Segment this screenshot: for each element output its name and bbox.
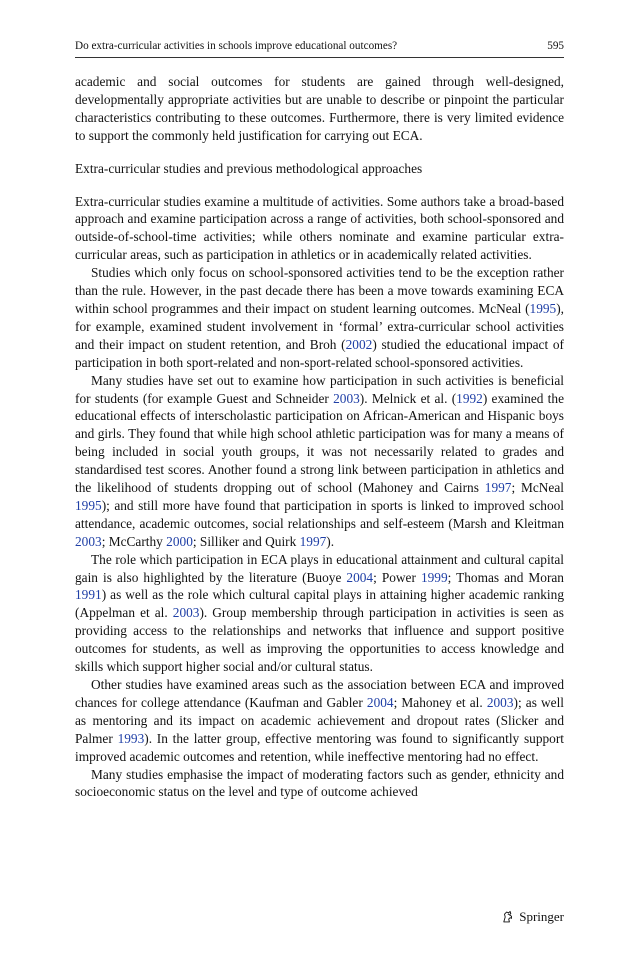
text-run: ; Mahoney et al. (393, 694, 487, 710)
citation-link[interactable]: 2003 (486, 694, 514, 710)
publisher-logo (501, 909, 564, 925)
header-rule (75, 57, 564, 58)
text-run: ). (326, 533, 335, 549)
paragraph-5 (75, 676, 564, 766)
citation-link[interactable]: 1991 (75, 587, 102, 603)
text-run: Many studies have set out to examine how participation in such activities is beneficial for students (for example Guest and Schneider (75, 372, 564, 406)
paragraph-4 (75, 551, 564, 676)
text-run: ; Silliker and Quirk (192, 533, 300, 549)
text-run: ). Group membership through participation in activities is seen as providing access to the relationships and networks that influence and support positive outcomes for students, as well as improving the opportunities to access knowledge and skills which support higher social and/or cultural status. (75, 605, 564, 675)
text-run: ) examined the educational effects of interscholastic participation on African-American and Hispanic boys and girls. They found that while high school athletic participation was for many a means of being included in social youth groups, it was not necessarily related to grades and standardised test scores. Another found a strong link between participation in athletics and the likelihood of students dropping out of school (Mahoney and Cairns (75, 390, 564, 496)
page-number: 595 (547, 40, 564, 52)
citation-link[interactable]: 2003 (172, 605, 200, 621)
paragraph-2 (75, 264, 564, 371)
page (75, 0, 564, 968)
text-run: The role which participation in ECA plays in educational attainment and cultural capital gain is also highlighted by the literature (Buoye (75, 551, 564, 585)
text-run: ) as well as the role which cultural capital plays in attaining higher academic ranking (Appelman et al. (75, 587, 564, 621)
text-run: ) studied the educational impact of participation in both sport-related and non-sport-related school-sponsored activities. (75, 336, 564, 370)
citation-link[interactable]: 2003 (333, 390, 360, 406)
citation-link[interactable]: 2004 (366, 694, 394, 710)
text-run: ). Melnick et al. ( (359, 390, 457, 406)
section-heading: Extra-curricular studies and previous methodological approaches (75, 160, 423, 176)
paragraph-1: Extra-curricular studies examine a multitude of activities. Some authors take a broad-based approach and examine participation across a range of activities, both school-sponsored and outside-of-school-time activities; while others nominate and examine particular extra-curricular areas, such as participation in athletics or in academically related activities. (75, 193, 564, 263)
springer-horse-icon (501, 910, 515, 924)
paragraph-6: Many studies emphasise the impact of moderating factors such as gender, ethnicity and socioeconomic status on the level and type of outcome achieved (75, 766, 564, 800)
text-run: Studies which only focus on school-sponsored activities tend to be the exception rather than the rule. However, in the past decade there has been a move towards examining ECA within school programmes and their impact on student learning outcomes. McNeal ( (75, 265, 564, 316)
citation-link[interactable]: 2000 (166, 533, 193, 549)
citation-link[interactable]: 1997 (484, 480, 512, 496)
paragraph-3 (75, 372, 564, 551)
text-run: ). In the latter group, effective mentoring was found to significantly support improved academic outcomes and retention, while ineffective mentoring had no effect. (75, 730, 564, 764)
running-head (75, 39, 564, 53)
citation-link[interactable]: 2002 (345, 336, 373, 352)
continued-paragraph: academic and social outcomes for students are gained through well-designed, developmentally appropriate activities but are unable to describe or pinpoint the particular characteristics contributing to these outcomes. Furthermore, there is very limited evidence to support the commonly held justification for carrying out ECA. (75, 74, 564, 143)
text-run: ); as well as mentoring and its impact on academic achievement and dropout rates (Slicker and Palmer (75, 694, 564, 746)
article-body (75, 73, 564, 801)
citation-link[interactable]: 1995 (75, 497, 102, 513)
citation-link[interactable]: 2003 (75, 533, 102, 549)
text-run: ; McCarthy (101, 533, 167, 549)
text-run: ; McNeal (511, 480, 564, 496)
citation-link[interactable]: 1993 (117, 730, 145, 746)
running-title: Do extra-curricular activities in schools improve educational outcomes? (75, 40, 398, 52)
text-run: ; Thomas and Moran (447, 569, 564, 585)
text-run: ; Power (373, 569, 421, 585)
text-run: ); and still more have found that participation in sports is linked to improved school attendance, academic outcomes, social relationships and self-esteem (Marsh and Kleitman (75, 497, 564, 531)
publisher-name: Springer (519, 909, 564, 924)
citation-link[interactable]: 1995 (529, 300, 557, 316)
text-run: ), for example, examined student involvement in ‘formal’ extra-curricular school activities and their impact on student retention, and Broh ( (75, 300, 564, 352)
citation-link[interactable]: 2004 (346, 569, 374, 585)
citation-link[interactable]: 1997 (299, 533, 327, 549)
text-run: Other studies have examined areas such as the association between ECA and improved chances for college attendance (Kaufman and Gabler (75, 677, 564, 710)
citation-link[interactable]: 1992 (456, 390, 483, 406)
citation-link[interactable]: 1999 (420, 569, 448, 585)
